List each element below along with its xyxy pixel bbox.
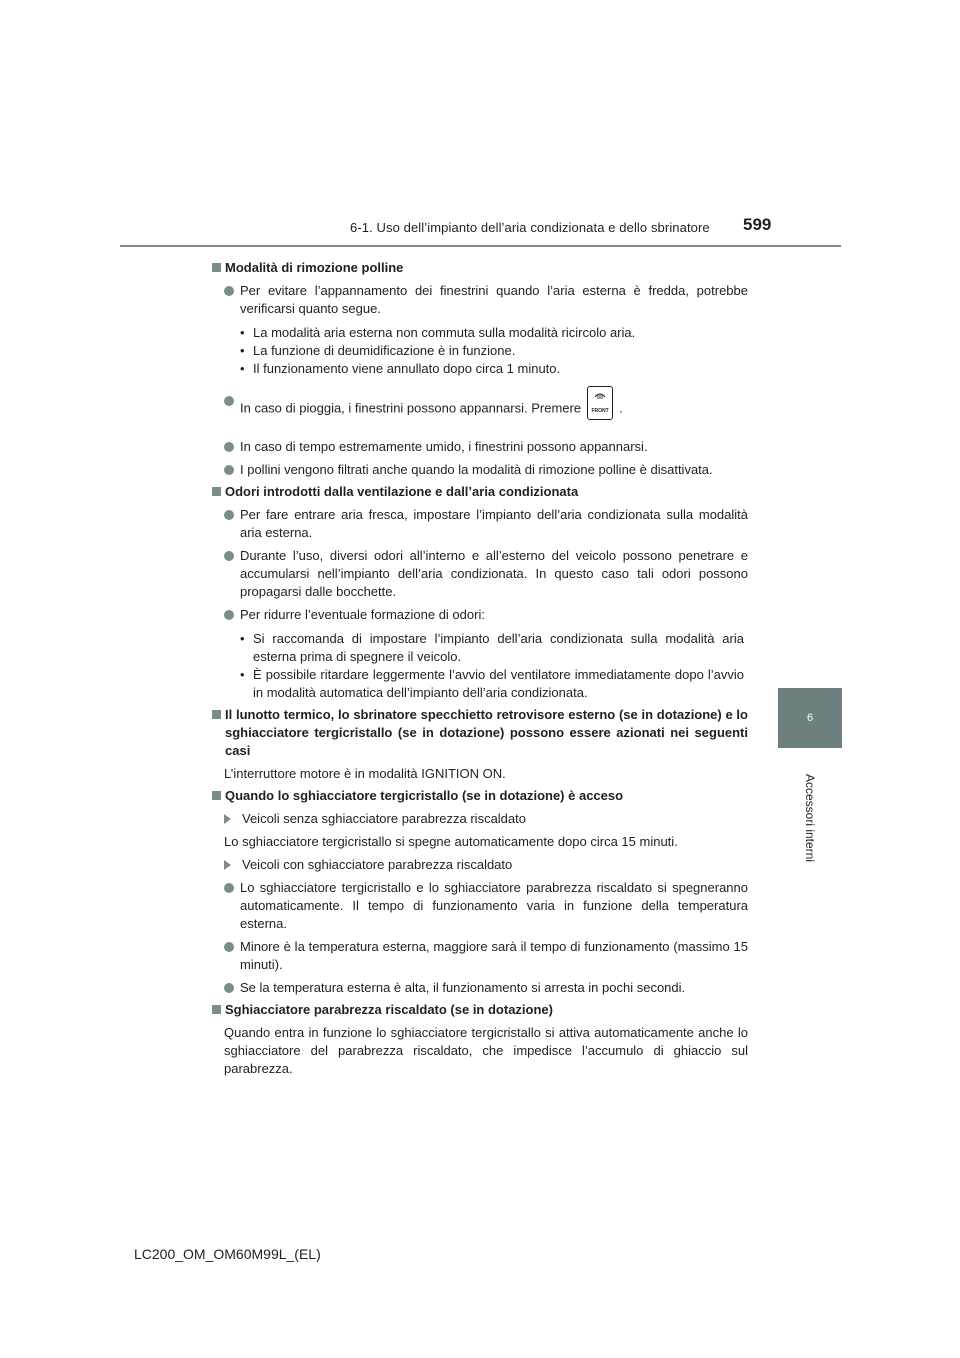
sub-item: • La modalità aria esterna non commuta sulla modalità ricircolo aria. [240,325,636,340]
chapter-tab-label-text: Accessori interni [803,773,817,863]
bullet-item: Per fare entrare aria fresca, impostare l’impianto dell’aria condizionata sulla modalità aria esterna. [224,506,748,542]
sub-item: • Si raccomanda di impostare l’impianto dell’aria condizionata sulla modalità aria esterna prima di spegnere il veicolo. [240,631,744,664]
triangle-right-icon [224,860,238,870]
bullet-item: Per evitare l’appannamento dei finestrini quando l’aria esterna è fredda, potrebbe verificarsi quanto segue. [224,282,748,318]
circle-bullet-icon [224,442,234,452]
bullet-item: Durante l’uso, diversi odori all’interno e all’esterno del veicolo possono penetrare e accumularsi nell’impianto dell’aria condizionata. In questo caso tali odori possono propagarsi dalle bocchette. [224,547,748,601]
bullet-item: I pollini vengono filtrati anche quando la modalità di rimozione polline è disattivata. [224,461,748,479]
bullet-item: Se la temperatura esterna è alta, il funzionamento si arresta in pochi secondi. [224,979,748,997]
square-marker-icon [212,1005,221,1014]
section-heading: Sghiacciatore parabrezza riscaldato (se in dotazione) [212,1001,748,1019]
sub-list [212,324,748,378]
paragraph: L’interruttore motore è in modalità IGNITION ON. [224,766,506,781]
circle-bullet-icon [224,465,234,475]
paragraph: Lo sghiacciatore tergicristallo si spegne automaticamente dopo circa 15 minuti. [224,834,678,849]
chapter-tab-number: 6 [778,688,842,748]
triangle-right-icon [224,814,238,824]
bullet-item: Lo sghiacciatore tergicristallo e lo sghiacciatore parabrezza riscaldato si spegneranno automaticamente. Il tempo di funzionamento varia in funzione della temperatura esterna. [224,879,748,933]
arrow-item: Veicoli con sghiacciatore parabrezza riscaldato [224,856,748,874]
page-number: 599 [743,215,772,234]
section-header: 6-1. Uso dell’impianto dell’aria condizionata e dello sbrinatore [350,220,710,235]
page-content [212,255,748,1078]
circle-bullet-icon [224,396,234,406]
bullet-item: Minore è la temperatura esterna, maggiore sarà il tempo di funzionamento (massimo 15 minuti). [224,938,748,974]
circle-bullet-icon [224,942,234,952]
circle-bullet-icon [224,883,234,893]
section-heading: Il lunotto termico, lo sbrinatore specchietto retrovisore esterno (se in dotazione) e lo sghiacciatore tergicristallo (se in dotazione) possono essere azionati nei seguenti casi [212,706,748,760]
circle-bullet-icon [224,983,234,993]
circle-bullet-icon [224,551,234,561]
bullet-item: Per ridurre l’eventuale formazione di odori: [224,606,748,624]
section-heading: Odori introdotti dalla ventilazione e dall’aria condizionata [212,483,748,501]
front-defroster-icon: FRONT [587,386,613,420]
bullet-item: In caso di tempo estremamente umido, i finestrini possono appannarsi. [224,438,748,456]
header-divider [120,245,841,247]
square-marker-icon [212,710,221,719]
section-heading: Modalità di rimozione polline [212,259,748,277]
chapter-tab-label [778,748,842,888]
sub-item: • È possibile ritardare leggermente l’avvio del ventilatore immediatamente dopo l’avvio in modalità automatica dell’impianto dell’aria condizionata. [240,667,744,700]
circle-bullet-icon [224,610,234,620]
sub-item: • La funzione di deumidificazione è in funzione. [240,343,516,358]
circle-bullet-icon [224,510,234,520]
arrow-item: Veicoli senza sghiacciatore parabrezza riscaldato [224,810,748,828]
square-marker-icon [212,487,221,496]
square-marker-icon [212,263,221,272]
circle-bullet-icon [224,286,234,296]
sub-item: • Il funzionamento viene annullato dopo circa 1 minuto. [240,361,561,376]
paragraph: Quando entra in funzione lo sghiacciatore tergicristallo si attiva automaticamente anche lo sghiacciatore del parabrezza riscaldato, che impedisce l’accumulo di ghiaccio sul parabrezza. [224,1025,748,1076]
square-marker-icon [212,791,221,800]
section-heading: Quando lo sghiacciatore tergicristallo (se in dotazione) è acceso [212,787,748,805]
sub-list [212,630,748,702]
document-code: LC200_OM_OM60M99L_(EL) [134,1246,321,1262]
bullet-item: In caso di pioggia, i finestrini possono appannarsi. Premere FRONT . [224,392,748,426]
